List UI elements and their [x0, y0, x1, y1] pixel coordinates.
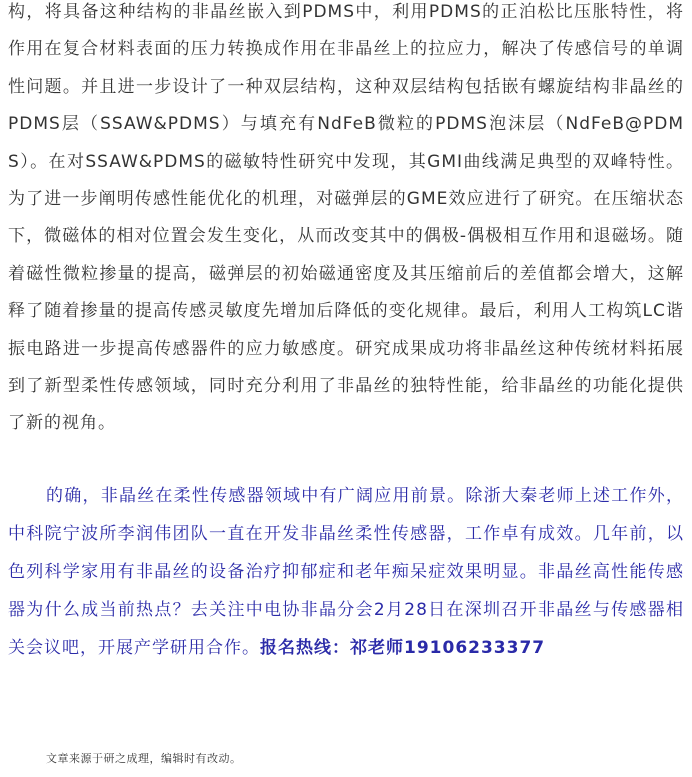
promotion-text: 的确，非晶丝在柔性传感器领域中有广阔应用前景。除浙大秦老师上述工作外，中科院宁波所李润伟团队一直在开发非晶丝柔性传感器，工作卓有成效。几年前，以色列科学家用有非晶丝的设备治疗抑郁症和老年痴呆症效果明显。非晶丝高性能传感器为什么成当前热点？去关注中电协非晶分会2月28日在深圳召开非晶丝与传感器相关会议吧，开展产学研用合作。 [8, 485, 684, 658]
registration-hotline: 报名热线：祁老师19106233377 [260, 637, 546, 658]
article-paragraph-research-summary: 构，将具备这种结构的非晶丝嵌入到PDMS中，利用PDMS的正泊松比压胀特性，将作用在复合材料表面的压力转换成作用在非晶丝上的拉应力，解决了传感信号的单调性问题。并且进一步设计了一种双层结构，这种双层结构包括嵌有螺旋结构非晶丝的PDMS层（SSAW&PDMS）与填充有NdFeB微粒的PDMS泡沫层（NdFeB@PDMS）。在对SSAW&PDMS的磁敏特性研究中发现，其GMI曲线满足典型的双峰特性。为了进一步阐明传感性能优化的机理，对磁弹层的GME效应进行了研究。在压缩状态下，微磁体的相对位置会发生变化，从而改变其中的偶极-偶极相互作用和退磁场。随着磁性微粒掺量的提高，磁弹层的初始磁通密度及其压缩前后的差值都会增大，这解释了随着掺量的提高传感灵敏度先增加后降低的变化规律。最后，利用人工构筑LC谐振电路进一步提高传感器件的应力敏感度。研究成果成功将非晶丝这种传统材料拓展到了新型柔性传感领域，同时充分利用了非晶丝的独特性能，给非晶丝的功能化提供了新的视角。 [8, 2, 684, 434]
source-note: 文章来源于研之成理，编辑时有改动。 [46, 752, 242, 765]
article-paragraph-promotion [8, 477, 684, 667]
article-body [8, 0, 684, 667]
